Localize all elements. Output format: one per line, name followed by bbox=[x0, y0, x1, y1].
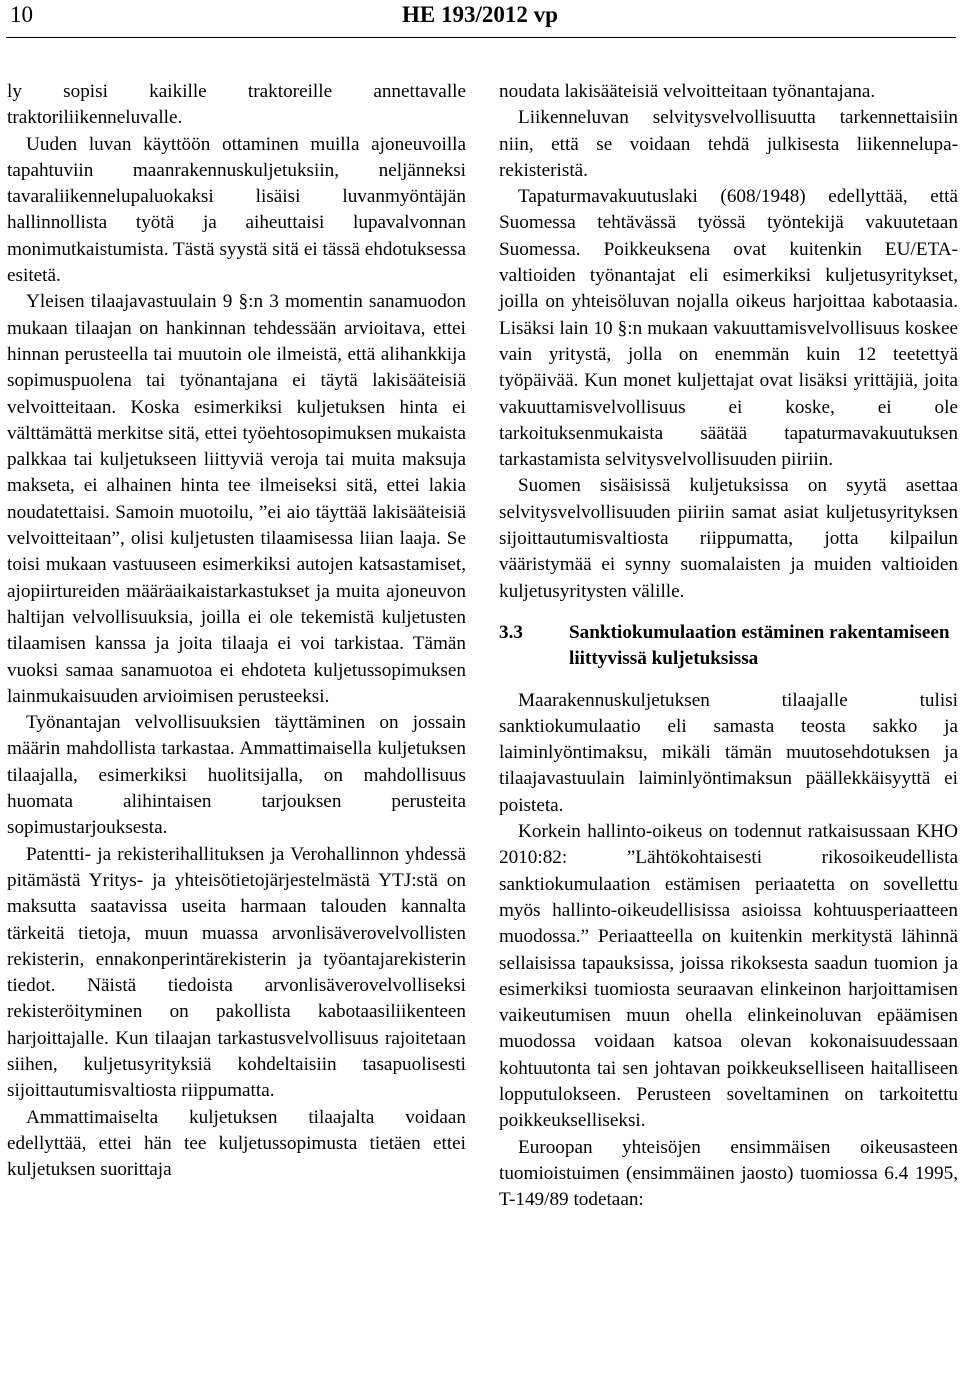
paragraph: Maarakennuskuljetuksen tilaajalle tulisi sanktiokumulaatio eli samasta teosta sakko ja laiminlyöntimaksu, mikäli tämän muutosehdotuksen ja tilaajavastuulain laiminlyöntimaksun päällekkäisyyttä ei poisteta. bbox=[499, 689, 958, 816]
paragraph: Yleisen tilaajavastuulain 9 §:n 3 momentin sanamuodon mukaan tilaajan on hankinnan tehdessään arvioitava, ettei hinnan perusteella tai muutoin ole ilmeistä, että alihankkija sopimuspuolena tai työnantajana ei täytä lakisääteisiä velvoitteitaan. Koska esimerkiksi kuljetuksen hinta ei välttämättä merkitse sitä, ettei työehtosopimuksen mukaista palkkaa tai kuljetukseen liittyviä veroja tai muita maksuja makseta, ei alhainen hinta tee ilmeiseksi sitä, ettei lakia noudatettaisi. Samoin muotoilu, ”ei aio täyttää lakisääteisiä velvoitteitaan”, olisi kuljetusten tilaamisessa liian laaja. Se toisi mukaan vastuuseen esimerkiksi autojen katsastamiset, ajopiirtureiden määräaikaistarkastukset ja muita ajoneuvon haltijan velvollisuuksia, joilla ei ole tekemistä kuljetusten tilaamisen kanssa ja joita tilaaja ei voi tarkistaa. Tämän vuoksi samaa sanamuotoa ei ehdoteta kuljetussopimuksen lainmukaisuuden arvioimisen perusteeksi. bbox=[7, 291, 466, 707]
paragraph: Patentti- ja rekisterihallituksen ja Verohallinnon yhdessä pitämästä Yritys- ja yhteisötietojärjestelmästä YTJ:stä on maksutta saatavissa useita harmaan talouden kannalta tärkeitä tietoja, muun muassa arvonlisäverovelvollisten rekisterin, ennakonperintärekisterin ja työantajarekisterin tiedot. Näistä tiedoista arvonlisäverovelvolliseksi rekisteröityminen on pakollista kabotaasiliikenteen harjoittajalle. Kun tilaajan tarkastusvelvollisuus rajoitetaan siihen, kuljetusyrityksiä kohdeltaisiin tasapuolisesti sijoittautumisvaltiosta riippumatta. bbox=[7, 843, 466, 1102]
paragraph: Liikenneluvan selvitysvelvollisuutta tarkennettaisiin niin, että se voidaan tehdä julkisesta liikenneluparekisteristä. bbox=[499, 107, 958, 181]
right-column bbox=[499, 79, 958, 1213]
left-column bbox=[7, 79, 466, 1183]
paragraph: Uuden luvan käyttöön ottaminen muilla ajoneuvoilla tapahtuviin maanrakennuskuljetuksiin, neljänneksi tavaraliikennelupaluokaksi lisäisi luvanmyöntäjän hallinnollista työtä ja aiheuttaisi lupavalvonnan monimutkaistumista. Tästä syystä sitä ei tässä ehdotuksessa esitetä. bbox=[7, 133, 466, 287]
page-number: 10 bbox=[10, 2, 33, 27]
paragraph: noudata lakisääteisiä velvoitteitaan työnantajana. bbox=[499, 81, 876, 102]
paragraph: Tapaturmavakuutuslaki (608/1948) edellyttää, että Suomessa tehtävässä työssä työntekijä vakuutetaan Suomessa. Poikkeuksena ovat kuitenkin EU/ETA-valtioiden työnantajat eli esimerkiksi kuljetusyritykset, joilla on yhteisöluvan nojalla oikeus harjoittaa kabotaasia. Lisäksi lain 10 §:n mukaan vakuuttamisvelvollisuus koskee vain yritystä, jolla on enemmän kuin 12 teetettyä työpäivää. Kun monet kuljettajat ovat lisäksi yrittäjiä, joita vakuuttamisvelvollisuus ei koske, ei ole tarkoituksenmukaista säätää tapaturmavakuutuksen tarkastamista selvitysvelvollisuuden piiriin. bbox=[499, 186, 958, 471]
paragraph: Suomen sisäisissä kuljetuksissa on syytä asettaa selvitysvelvollisuuden piiriin samat asiat kuljetusyrityksen sijoittautumisvaltiosta riippumatta, jotta kilpailun vääristymää ei synny suomalaisten ja muiden valtioiden kuljetusyritysten välille. bbox=[499, 475, 958, 602]
document-id: HE 193/2012 vp bbox=[402, 2, 558, 27]
section-title: Sanktiokumulaation estäminen rakentamiseen liittyvissä kuljetuksissa bbox=[569, 621, 950, 670]
paragraph: ly sopisi kaikille traktoreille annettavalle traktoriliikenneluvalle. bbox=[7, 81, 466, 129]
section-heading bbox=[499, 620, 958, 673]
header-rule bbox=[6, 37, 956, 38]
paragraph: Työnantajan velvollisuuksien täyttäminen on jossain määrin mahdollista tarkastaa. Ammattimaisella kuljetuksen tilaajalla, esimerkiksi huolitsijalla, on mahdollisuus huomata alihintaisen tarjouksen perusteita sopimustarjouksesta. bbox=[7, 712, 466, 839]
section-number: 3.3 bbox=[499, 621, 523, 643]
paragraph: Euroopan yhteisöjen ensimmäisen oikeusasteen tuomioistuimen (ensimmäinen jaosto) tuomiossa 6.4 1995, T-149/89 todetaan: bbox=[499, 1136, 958, 1211]
paragraph: Korkein hallinto-oikeus on todennut ratkaisussaan KHO 2010:82: ”Lähtökohtaisesti rikosoikeudellista sanktiokumulaation estämisen periaatetta on sovellettu myös hallinto-oikeudellisissa asioissa kohtuusperiaatteen muodossa.” Periaatteella on kuitenkin merkitystä lähinnä sellaisissa tapauksissa, joissa rikoksesta saadun tuomion ja esimerkiksi tuomiosta seuraavan elinkeinon harjoittamisen vaikeutumisen muun ohella elinkeinoluvan epäämisen muodossa voidaan katsoa olevan kokonaisuudessaan kohtuutonta tai sen johtavan poikkeukselliseen haitalliseen lopputulokseen. Perusteen soveltaminen on tarkoitettu poikkeukselliseksi. bbox=[499, 821, 958, 1132]
paragraph: Ammattimaiselta kuljetuksen tilaajalta voidaan edellyttää, ettei hän tee kuljetussopimusta tietäen ettei kuljetuksen suorittaja bbox=[7, 1106, 466, 1181]
